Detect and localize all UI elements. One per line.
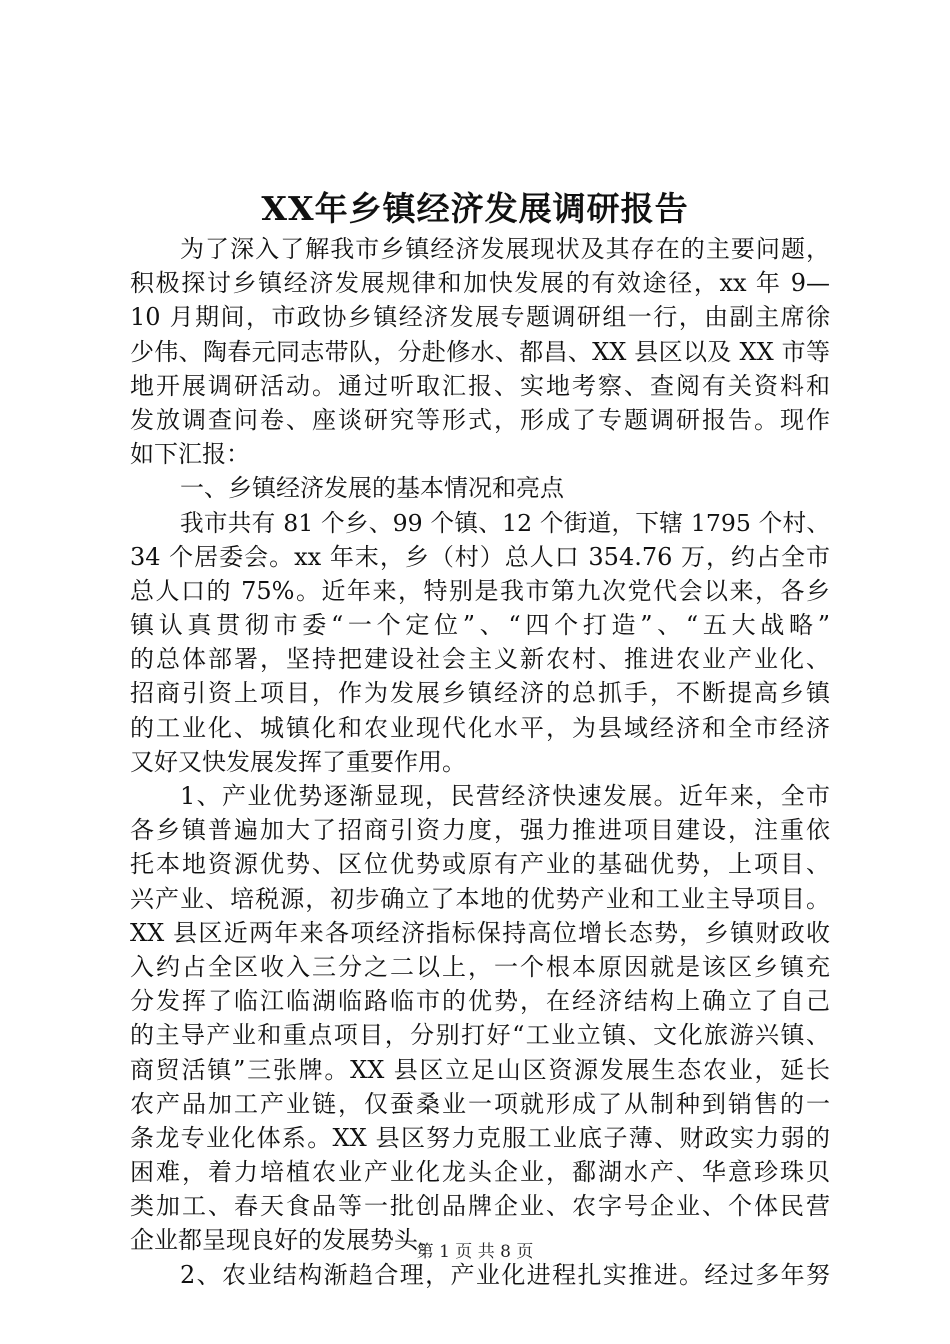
body-text-line: 条龙专业化体系。XX 县区努力克服工业底子薄、财政实力弱的 (130, 1123, 830, 1152)
body-text-line: 企业都呈现良好的发展势头。 (130, 1226, 442, 1255)
body-text-line: XX 县区近两年来各项经济指标保持高位增长态势，乡镇财政收 (130, 918, 830, 947)
body-text-line: 2、农业结构渐趋合理，产业化进程扎实推进。经过多年努 (180, 1260, 830, 1289)
document-body (130, 232, 830, 1292)
body-text-line: 分发挥了临江临湖临路临市的优势，在经济结构上确立了自己 (130, 987, 830, 1016)
body-text-line: 类加工、春天食品等一批创品牌企业、农字号企业、个体民营 (130, 1192, 830, 1221)
body-text-line: 兴产业、培税源，初步确立了本地的优势产业和工业主导项目。 (130, 884, 830, 913)
body-text-line: 如下汇报： (130, 440, 250, 469)
body-text-line: 的总体部署，坚持把建设社会主义新农村、推进农业产业化、 (130, 645, 830, 674)
body-text-line: 一、乡镇经济发展的基本情况和亮点 (180, 474, 564, 503)
body-text-line: 又好又快发展发挥了重要作用。 (130, 747, 466, 776)
body-text-line: 商贸活镇”三张牌。XX 县区立足山区资源发展生态农业，延长 (130, 1055, 830, 1084)
body-text-line: 10 月期间，市政协乡镇经济发展专题调研组一行，由副主席徐 (130, 303, 830, 332)
body-text-line: 地开展调研活动。通过听取汇报、实地考察、查阅有关资料和 (130, 371, 830, 400)
body-text-line: 发放调查问卷、座谈研究等形式，形成了专题调研报告。现作 (130, 405, 830, 434)
body-text-line: 农产品加工产业链，仅蚕桑业一项就形成了从制种到销售的一 (130, 1089, 830, 1118)
body-text-line: 34 个居委会。xx 年末，乡（村）总人口 354.76 万，约占全市 (130, 542, 830, 571)
body-text-line: 镇认真贯彻市委“一个定位”、“四个打造”、“五大战略” (130, 611, 830, 640)
body-text-line: 各乡镇普遍加大了招商引资力度，强力推进项目建设，注重依 (130, 816, 830, 845)
body-text-line: 总人口的 75%。近年来，特别是我市第九次党代会以来，各乡 (130, 576, 830, 605)
body-text-line: 的工业化、城镇化和农业现代化水平，为县域经济和全市经济 (130, 713, 830, 742)
body-text-line: 困难，着力培植农业产业化龙头企业，鄱湖水产、华意珍珠贝 (130, 1158, 830, 1187)
document-title: XX年乡镇经济发展调研报告 (261, 189, 689, 228)
body-text-line: 的主导产业和重点项目，分别打好“工业立镇、文化旅游兴镇、 (130, 1021, 830, 1050)
body-text-line: 1、产业优势逐渐显现，民营经济快速发展。近年来，全市 (180, 782, 830, 810)
body-text-line: 入约占全区收入三分之二以上，一个根本原因就是该区乡镇充 (130, 952, 830, 981)
body-text-line: 积极探讨乡镇经济发展规律和加快发展的有效途径，xx 年 9— (130, 269, 830, 298)
body-text-line: 招商引资上项目，作为发展乡镇经济的总抓手，不断提高乡镇 (130, 679, 830, 708)
body-text-line: 托本地资源优势、区位优势或原有产业的基础优势，上项目、 (130, 850, 830, 879)
body-text-line: 为了深入了解我市乡镇经济发展现状及其存在的主要问题， (180, 235, 830, 263)
body-text-line: 少伟、陶春元同志带队，分赴修水、都昌、XX 县区以及 XX 市等 (130, 337, 830, 366)
page-footer: 第 1 页 共 8 页 (416, 1242, 534, 1262)
body-text-line: 我市共有 81 个乡、99 个镇、12 个街道，下辖 1795 个村、 (180, 508, 830, 537)
